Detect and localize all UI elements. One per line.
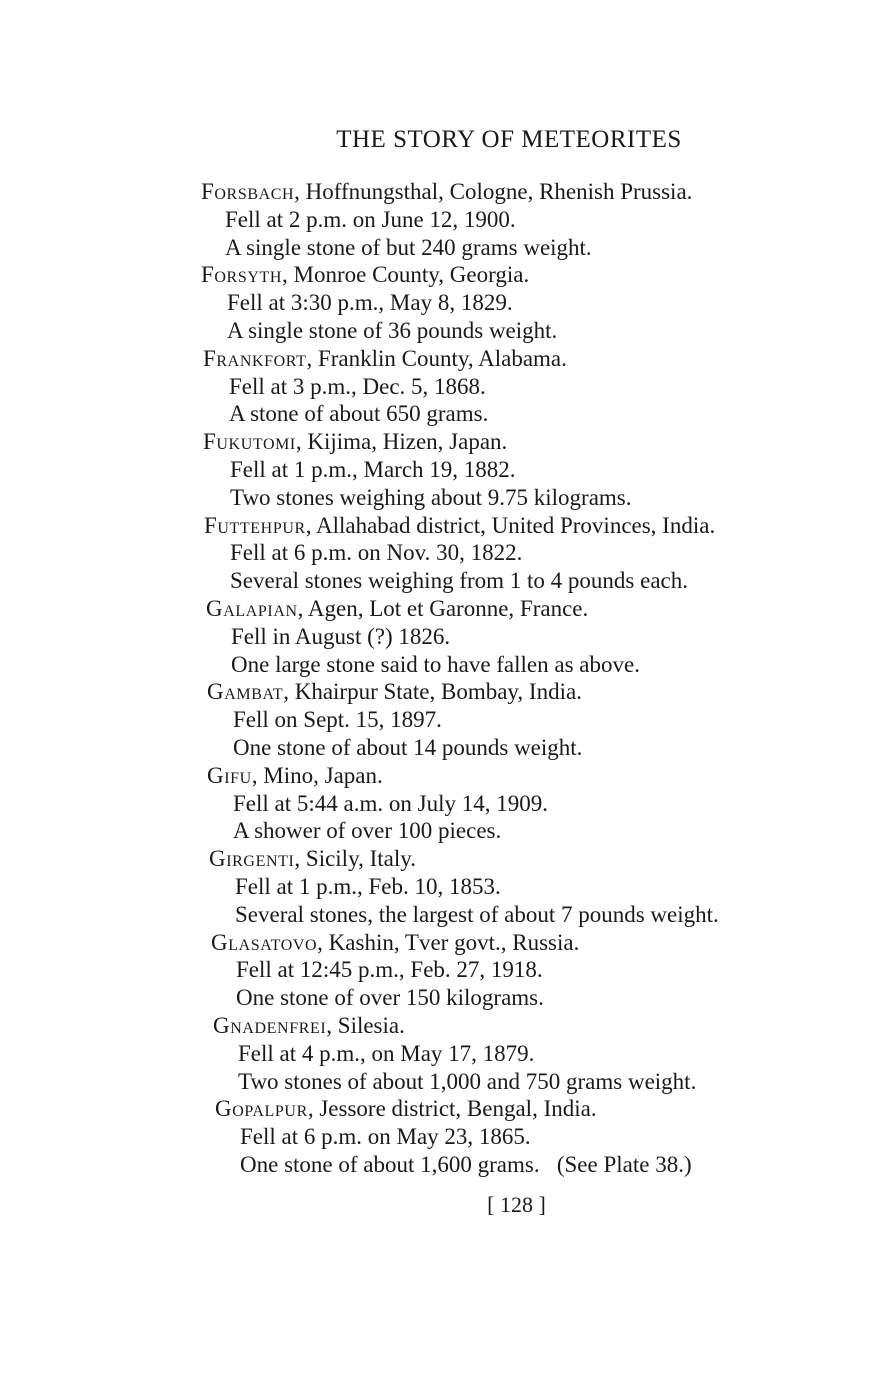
meteorite-name: Gambat	[207, 679, 284, 705]
meteorite-location: , Monroe County, Georgia.	[282, 262, 530, 288]
meteorite-location: , Franklin County, Alabama.	[306, 345, 567, 371]
meteorite-name: Galapian	[206, 595, 298, 621]
entry-heading	[0, 261, 893, 289]
meteorite-location: , Hoffnungsthal, Cologne, Rhenish Prussia.	[294, 179, 693, 204]
specimen-description-line: One stone of about 1,600 grams. (See Plate 38.)	[240, 1151, 692, 1177]
meteorite-name: Futtehpur	[204, 512, 306, 538]
meteorite-name: Fukutomi	[203, 429, 296, 455]
meteorite-entry	[0, 1095, 893, 1178]
entry-heading	[0, 1095, 893, 1123]
meteorite-location: , Silesia.	[326, 1012, 405, 1038]
meteorite-entry	[0, 345, 893, 428]
fall-date-line: Fell at 1 p.m., March 19, 1882.	[230, 456, 516, 482]
fall-date-line: Fell at 3:30 p.m., May 8, 1829.	[227, 290, 513, 316]
entry-heading	[0, 345, 893, 373]
meteorite-entry	[0, 762, 893, 845]
fall-date-line: Fell in August (?) 1826.	[231, 623, 451, 649]
meteorite-entry	[0, 428, 893, 511]
meteorite-location: , Allahabad district, United Provinces, India.	[305, 512, 716, 538]
entry-heading	[0, 845, 893, 873]
fall-date-line: Fell at 12:45 p.m., Feb. 27, 1918.	[236, 957, 543, 983]
entry-heading	[0, 512, 893, 540]
specimen-description-line: A single stone of but 240 grams weight.	[225, 234, 592, 260]
fall-date-line: Fell at 2 p.m. on June 12, 1900.	[225, 206, 516, 232]
meteorite-location: , Mino, Japan.	[251, 762, 383, 788]
meteorite-name: Glasatovo	[211, 929, 318, 955]
meteorite-entry	[0, 512, 893, 595]
meteorite-name: Frankfort	[203, 345, 307, 371]
specimen-description-line: Several stones, the largest of about 7 pounds weight.	[235, 901, 719, 927]
fall-date-line: Fell at 6 p.m. on May 23, 1865.	[240, 1124, 531, 1150]
fall-date-line: Fell at 6 p.m. on Nov. 30, 1822.	[230, 540, 523, 566]
meteorite-name: Gopalpur	[215, 1096, 308, 1122]
entry-heading	[0, 1012, 893, 1040]
specimen-description-line: Two stones of about 1,000 and 750 grams weight.	[238, 1068, 697, 1094]
running-head: THE STORY OF METEORITES	[336, 126, 682, 153]
meteorite-entry	[0, 261, 893, 344]
meteorite-entry	[0, 929, 893, 1012]
meteorite-location: , Kijima, Hizen, Japan.	[295, 429, 508, 455]
meteorite-name: Gifu	[207, 762, 252, 788]
entry-heading	[0, 178, 893, 206]
fall-date-line: Fell at 5:44 a.m. on July 14, 1909.	[233, 790, 548, 816]
fall-date-line: Fell on Sept. 15, 1897.	[233, 707, 442, 733]
page-number: [ 128 ]	[487, 1192, 546, 1217]
meteorite-entry	[0, 178, 893, 261]
fall-date-line: Fell at 3 p.m., Dec. 5, 1868.	[229, 373, 486, 399]
entry-list	[0, 178, 893, 1179]
meteorite-location: , Kashin, Tver govt., Russia.	[317, 929, 580, 955]
entry-heading	[0, 428, 893, 456]
fall-date-line: Fell at 4 p.m., on May 17, 1879.	[238, 1040, 535, 1066]
specimen-description-line: A single stone of 36 pounds weight.	[227, 317, 558, 343]
meteorite-entry	[0, 1012, 893, 1095]
entry-heading	[0, 595, 893, 623]
meteorite-location: , Sicily, Italy.	[294, 846, 416, 872]
meteorite-name: Gnadenfrei	[213, 1012, 327, 1038]
entry-heading	[0, 929, 893, 957]
specimen-description-line: A shower of over 100 pieces.	[233, 818, 502, 844]
specimen-description-line: Several stones weighing from 1 to 4 pounds each.	[230, 568, 688, 594]
meteorite-location: , Jessore district, Bengal, India.	[307, 1096, 597, 1122]
meteorite-location: , Khairpur State, Bombay, India.	[283, 679, 582, 705]
meteorite-name: Girgenti	[209, 846, 295, 872]
specimen-description-line: A stone of about 650 grams.	[229, 401, 489, 427]
fall-date-line: Fell at 1 p.m., Feb. 10, 1853.	[235, 873, 501, 899]
specimen-description-line: One stone of about 14 pounds weight.	[233, 734, 583, 760]
meteorite-location: , Agen, Lot et Garonne, France.	[297, 595, 589, 621]
meteorite-entry	[0, 595, 893, 678]
entry-heading	[0, 678, 893, 706]
meteorite-entry	[0, 845, 893, 928]
entry-heading	[0, 762, 893, 790]
specimen-description-line: One large stone said to have fallen as above.	[231, 651, 640, 677]
meteorite-name: Forsyth	[201, 262, 282, 288]
meteorite-name: Forsbach	[201, 179, 295, 204]
meteorite-entry	[0, 678, 893, 761]
specimen-description-line: Two stones weighing about 9.75 kilograms.	[230, 484, 632, 510]
specimen-description-line: One stone of over 150 kilograms.	[236, 985, 544, 1011]
